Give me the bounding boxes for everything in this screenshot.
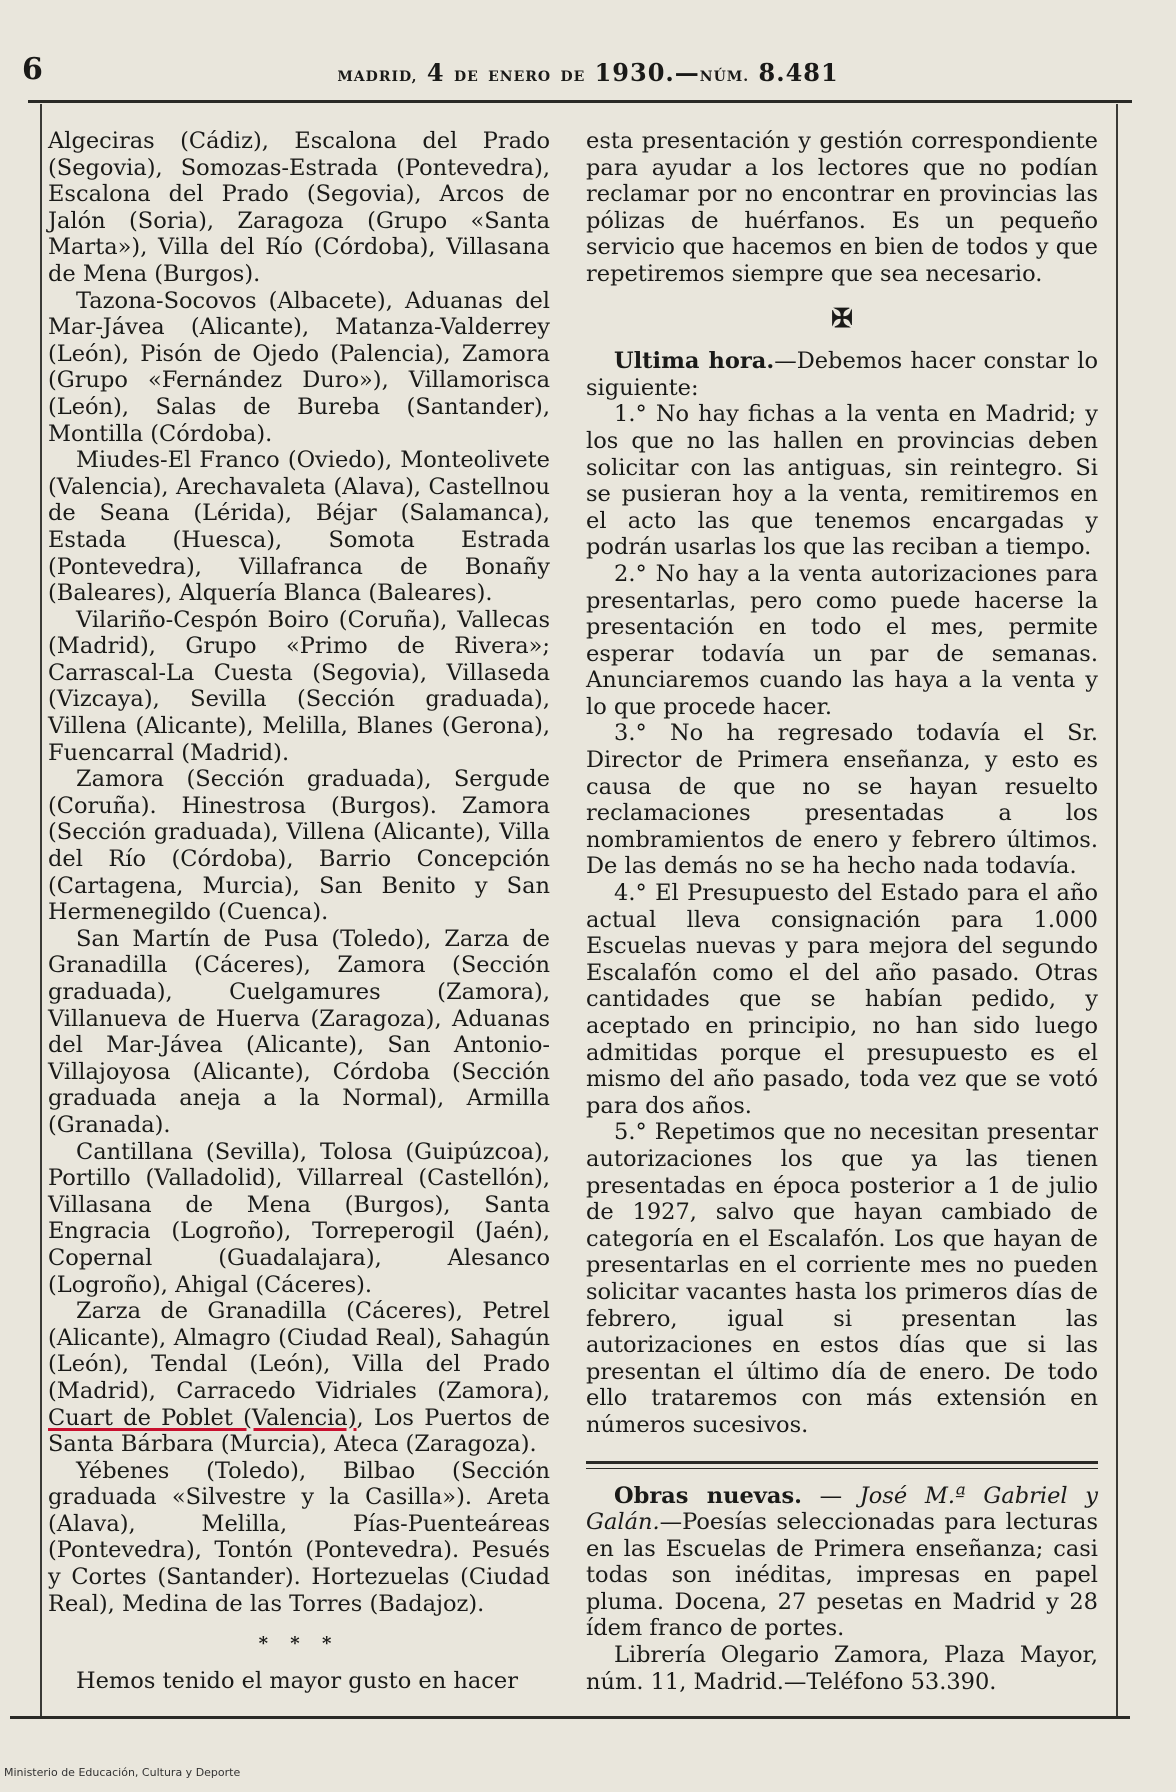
school-list-paragraph: Algeciras (Cádiz), Escalona del Prado (Segovia), Somozas-Estrada (Pontevedra), Escalona del Prado (Segovia), Arcos de Jalón (Soria), Zaragoza (Grupo «Santa Marta»), Villa del Río (Córdoba), Villasana de Mena (Burgos). — [48, 128, 550, 287]
header-rule — [28, 100, 1132, 103]
obras-author: José M.ª Gabriel y Galán. — [586, 1482, 1098, 1536]
numbered-item: 2.° No hay a la venta autorizaciones para presentarlas, pero como puede hacerse la presentación en todo el mes, permite esperar todavía un par de semanas. Anunciaremos cuando las haya a la venta y lo que procede hacer. — [586, 560, 1098, 720]
section-rule-thick — [586, 1461, 1098, 1464]
highlight-after-text: , Los Puertos de Santa Bárbara (Murcia), Ateca (Zaragoza). — [48, 1404, 550, 1458]
masthead-de-1: DE — [453, 69, 479, 85]
masthead-de-2: DE — [560, 69, 586, 85]
obras-nuevas-title: Obras nuevas. — [614, 1482, 802, 1509]
closing-sentence: Hemos tenido el mayor gusto en hacer — [76, 1667, 518, 1694]
masthead-num-label: NÚM. — [699, 69, 750, 85]
cross-emblem-icon: ✠ — [831, 303, 853, 334]
obras-dash: — — [801, 1482, 860, 1509]
obras-description: —Poesías seleccionadas para lecturas en las Escuelas de Primera enseñanza; casi todas son inéditas, impresas en papel pluma. Docena, 27 pesetas en Madrid y 28 ídem franco de portes. — [586, 1509, 1098, 1642]
masthead-day: 4 — [426, 58, 445, 87]
ultima-hora-title: Ultima hora. — [614, 348, 775, 375]
numbered-item: 1.° No hay fichas a la venta en Madrid; y los que no las hallen en provincias deben solicitar con las antiguas, sin reintegro. Si se pusieran hoy a la venta, remitiremos en el acto las que tenemos encargadas y podrán usarlas los que las reciban a tiempo. — [586, 401, 1098, 561]
highlighted-school-cuart-de-poblet: Cuart de Poblet (Valencia) — [48, 1404, 357, 1431]
ultima-hora-intro — [586, 348, 1098, 401]
numbered-item: 5.° Repetimos que no necesitan presentar autorizaciones los que ya las tienen presentadas en época posterior a 1 de julio de 1927, salvo que hayan cambiado de categoría en el Escalafón. Los que hayan de presentarlas en el corriente mes no pueden solicitar vacantes hasta los primeros días de febrero, igual si presentan las autorizaciones en estos días que si las presentan el último día de enero. De todo ello trataremos con más extensión en números sucesivos. — [586, 1119, 1098, 1438]
school-list-paragraph: Miudes-El Franco (Oviedo), Monteolivete (Valencia), Arechavaleta (Alava), Castellnou de Seana (Lérida), Béjar (Salamanca), Estada (Huesca), Somota Estrada (Pontevedra), Villafranca de Bonañy (Baleares), Alquería Blanca (Baleares). — [48, 447, 550, 607]
highlight-before-text: Zarza de Granadilla (Cáceres), Petrel (Alicante), Almagro (Ciudad Real), Sahagún (León), Tendal (León), Villa del Prado (Madrid), Carracedo Vidriales (Zamora), — [48, 1298, 550, 1404]
left-column — [48, 128, 550, 1694]
continuation-paragraph: esta presentación y gestión correspondiente para ayudar a los lectores que no podían reclamar por no encontrar en provincias las pólizas de huérfanos. Es un pequeño servicio que hacemos en bien de todos y que repetiremos siempre que sea necesario. — [586, 128, 1098, 287]
section-separator-stars: * * * — [258, 1633, 340, 1655]
numbered-item: 4.° El Presupuesto del Estado para el año actual lleva consignación para 1.000 Escuelas nuevas y para mejora del segundo Escalafón como el del año pasado. Otras cantidades que se habían pedido, y aceptado en principio, no han sido luego admitidas porque el presupuesto es el mismo del año pasado, toda vez que se votó para dos años. — [586, 880, 1098, 1119]
frame-bottom-rule — [10, 1716, 1130, 1719]
frame-left-border — [40, 104, 42, 1716]
ultima-hora-lead: —Debemos hacer constar lo siguiente: — [586, 348, 1098, 401]
school-list-paragraph: Zamora (Sección graduada), Sergude (Coruña). Hinestrosa (Burgos). Zamora (Sección graduada), Villena (Alicante), Villa del Río (Córdoba), Barrio Concepción (Cartagena, Murcia), San Benito y San Hermenegildo (Cuenca). — [48, 766, 550, 926]
section-rule-thin — [586, 1468, 1098, 1469]
school-list-paragraph: Vilariño-Cespón Boiro (Coruña), Vallecas (Madrid), Grupo «Primo de Rivera»; Carrascal-La Cuesta (Segovia), Villaseda (Vizcaya), Sevilla (Sección graduada), Villena (Alicante), Melilla, Blanes (Gerona), Fuencarral (Madrid). — [48, 606, 550, 766]
right-column — [586, 128, 1098, 1695]
school-list-paragraph: Cantillana (Sevilla), Tolosa (Guipúzcoa), Portillo (Valladolid), Villarreal (Castellón), Villasana de Mena (Burgos), Santa Engracia (Logroño), Torreperogil (Jaén), Copernal (Guadalajara), Alesanco (Logroño), Ahigal (Cáceres). — [48, 1138, 550, 1298]
masthead-date-line — [0, 58, 1176, 87]
numbered-item: 3.° No ha regresado todavía el Sr. Director de Primera enseñanza, y esto es causa de que no se hayan resuelto reclamaciones presentadas a los nombramientos de enero y febrero últimos. De las demás no se ha hecho nada todavía. — [586, 720, 1098, 880]
school-list-paragraph: Yébenes (Toledo), Bilbao (Sección graduada «Silvestre y la Casilla»). Areta (Alava), Melilla, Pías-Puenteáreas (Pontevedra), Tontón (Pontevedra). Pesués y Cortes (Santander). Hortezuelas (Ciudad Real), Medina de las Torres (Badajoz). — [48, 1457, 550, 1617]
page-number: 6 — [22, 52, 43, 87]
frame-right-border — [1116, 104, 1118, 1716]
school-list-paragraph-highlighted — [48, 1298, 550, 1458]
masthead-month: ENERO — [488, 69, 552, 85]
archive-credit: Ministerio de Educación, Cultura y Deporte — [4, 1766, 241, 1779]
masthead-issue: 8.481 — [758, 58, 839, 87]
school-list-paragraph: Tazona-Socovos (Albacete), Aduanas del Mar-Jávea (Alicante), Matanza-Valderrey (León), Pisón de Ojedo (Palencia), Zamora (Grupo «Fernández Duro»), Villamorisca (León), Salas de Bureba (Santander), Montilla (Córdoba). — [48, 287, 550, 447]
school-list-paragraph: San Martín de Pusa (Toledo), Zarza de Granadilla (Cáceres), Zamora (Sección graduada), Cuelgamures (Zamora), Villanueva de Huerva (Zaragoza), Aduanas del Mar-Jávea (Alicante), San Antonio-Villajoyosa (Alicante), Córdoba (Sección graduada aneja a la Normal), Armilla (Granada). — [48, 925, 550, 1138]
libreria-address: Librería Olegario Zamora, Plaza Mayor, núm. 11, Madrid.—Teléfono 53.390. — [586, 1642, 1098, 1695]
obras-nuevas-paragraph — [586, 1483, 1098, 1643]
masthead-city: MADRID, — [337, 69, 418, 85]
masthead-year: 1930.— — [594, 58, 700, 87]
